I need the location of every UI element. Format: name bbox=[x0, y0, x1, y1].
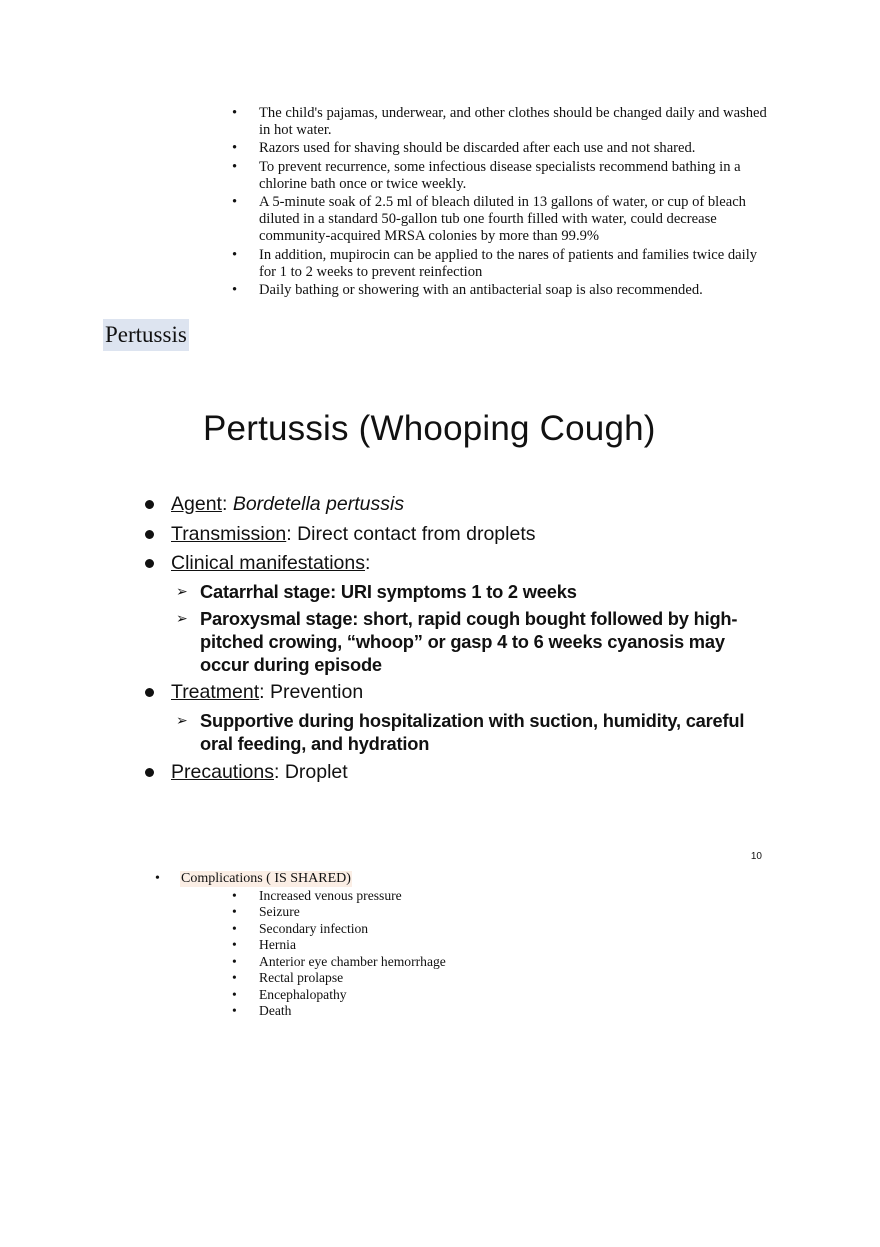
list-item bbox=[232, 937, 446, 953]
supportive-line: Supportive during hospitalization with suction, humidity, careful bbox=[200, 710, 745, 731]
bullet-icon bbox=[145, 559, 154, 568]
list-item bbox=[232, 954, 446, 970]
clinical-suffix: : bbox=[365, 552, 371, 574]
list-item-text: Increased venous pressure bbox=[259, 888, 402, 903]
transmission-label: Transmission bbox=[171, 523, 287, 545]
bullet-icon: • bbox=[232, 986, 237, 1002]
list-item bbox=[232, 105, 777, 139]
paroxysmal-line: Paroxysmal stage: short, rapid cough bought followed by high- bbox=[200, 608, 738, 629]
bullet-icon: • bbox=[232, 953, 237, 969]
list-item bbox=[232, 888, 446, 904]
bullet-icon bbox=[145, 688, 154, 697]
list-item-text: Razors used for shaving should be discarded after each use and not shared. bbox=[259, 140, 696, 157]
slide-subitem-paroxysmal bbox=[176, 607, 738, 676]
list-item-text: Daily bathing or showering with an antibacterial soap is also recommended. bbox=[259, 282, 703, 299]
complications-list bbox=[232, 888, 446, 1020]
bullet-icon: • bbox=[232, 140, 238, 157]
list-item bbox=[232, 904, 446, 920]
bullet-icon: • bbox=[232, 246, 238, 263]
list-item-text: Rectal prolapse bbox=[259, 970, 344, 986]
list-item bbox=[232, 140, 777, 157]
paroxysmal-line: pitched crowing, “whoop” or gasp 4 to 6 weeks cyanosis may bbox=[200, 631, 725, 652]
list-item bbox=[232, 970, 446, 986]
bullet-icon: • bbox=[155, 871, 160, 886]
agent-value: Bordetella pertussis bbox=[232, 493, 405, 515]
bullet-icon: • bbox=[232, 920, 237, 936]
slide-title: Pertussis (Whooping Cough) bbox=[203, 409, 656, 448]
arrow-bullet-icon: ➢ bbox=[176, 610, 188, 626]
slide-item-treatment bbox=[171, 681, 363, 704]
list-item bbox=[232, 282, 777, 299]
intro-bullet-list bbox=[232, 105, 777, 300]
list-item bbox=[232, 159, 777, 193]
list-item bbox=[232, 987, 446, 1003]
bullet-icon: • bbox=[232, 282, 238, 299]
slide-subitem-catarrhal bbox=[176, 580, 577, 603]
complications-label: Complications ( IS SHARED) bbox=[181, 871, 351, 886]
bullet-icon: • bbox=[232, 970, 237, 986]
bullet-icon: • bbox=[232, 194, 238, 211]
bullet-icon: • bbox=[232, 158, 238, 175]
list-item-text: Anterior eye chamber hemorrhage bbox=[259, 953, 446, 969]
arrow-bullet-icon: ➢ bbox=[176, 712, 188, 728]
list-item bbox=[232, 247, 777, 281]
list-item-text: To prevent recurrence, some infectious disease specialists recommend bathing in a chlorine bath once or twice weekly. bbox=[259, 158, 741, 192]
slide-item-clinical bbox=[171, 552, 370, 575]
slide-number: 10 bbox=[750, 851, 762, 862]
treatment-value: : Prevention bbox=[259, 681, 364, 703]
bullet-icon bbox=[145, 768, 154, 777]
slide-item-transmission bbox=[171, 523, 536, 546]
list-item bbox=[232, 194, 777, 246]
treatment-label: Treatment bbox=[171, 681, 260, 703]
bullet-icon bbox=[145, 530, 154, 539]
slide-item-precautions bbox=[171, 761, 348, 784]
slide-item-agent: Agent: Bordetella pertussis bbox=[171, 493, 404, 516]
slide-image bbox=[130, 395, 780, 865]
supportive-line: oral feeding, and hydration bbox=[200, 733, 430, 754]
list-item-text: Encephalopathy bbox=[259, 986, 347, 1002]
transmission-value: : Direct contact from droplets bbox=[286, 523, 536, 545]
list-item bbox=[232, 921, 446, 937]
catarrhal-text: Catarrhal stage: URI symptoms 1 to 2 weeks bbox=[200, 581, 577, 602]
precautions-value: : Droplet bbox=[273, 761, 348, 783]
slide-subitem-supportive bbox=[176, 709, 745, 755]
bullet-icon: • bbox=[232, 105, 238, 121]
list-item-text: A 5-minute soak of 2.5 ml of bleach diluted in 13 gallons of water, or cup of bleach diluted in a standard 50-gallon tub one fourth filled with water, could decrease community-acquired MRSA colonies by more than 99.9% bbox=[259, 194, 746, 245]
list-item-text: Secondary infection bbox=[259, 920, 369, 936]
bullet-icon: • bbox=[232, 904, 237, 920]
precautions-label: Precautions bbox=[171, 761, 274, 783]
section-heading: Pertussis bbox=[103, 319, 189, 351]
arrow-bullet-icon: ➢ bbox=[176, 583, 188, 599]
bullet-icon: • bbox=[232, 888, 237, 903]
list-item bbox=[232, 1003, 446, 1019]
list-item-text: In addition, mupirocin can be applied to the nares of patients and families twice daily for 1 to 2 weeks to prevent reinfection bbox=[259, 246, 758, 280]
list-item-text: Seizure bbox=[259, 904, 300, 920]
list-item-text: The child's pajamas, underwear, and other clothes should be changed daily and washed in hot water. bbox=[259, 105, 767, 139]
list-item-text: Hernia bbox=[259, 937, 296, 953]
paroxysmal-line: occur during episode bbox=[200, 654, 382, 675]
bullet-icon bbox=[145, 500, 154, 509]
bullet-icon: • bbox=[232, 937, 237, 953]
clinical-label: Clinical manifestations bbox=[171, 552, 366, 574]
list-item-text: Death bbox=[259, 1003, 292, 1019]
bullet-icon: • bbox=[232, 1003, 237, 1019]
agent-label: Agent bbox=[171, 493, 222, 515]
